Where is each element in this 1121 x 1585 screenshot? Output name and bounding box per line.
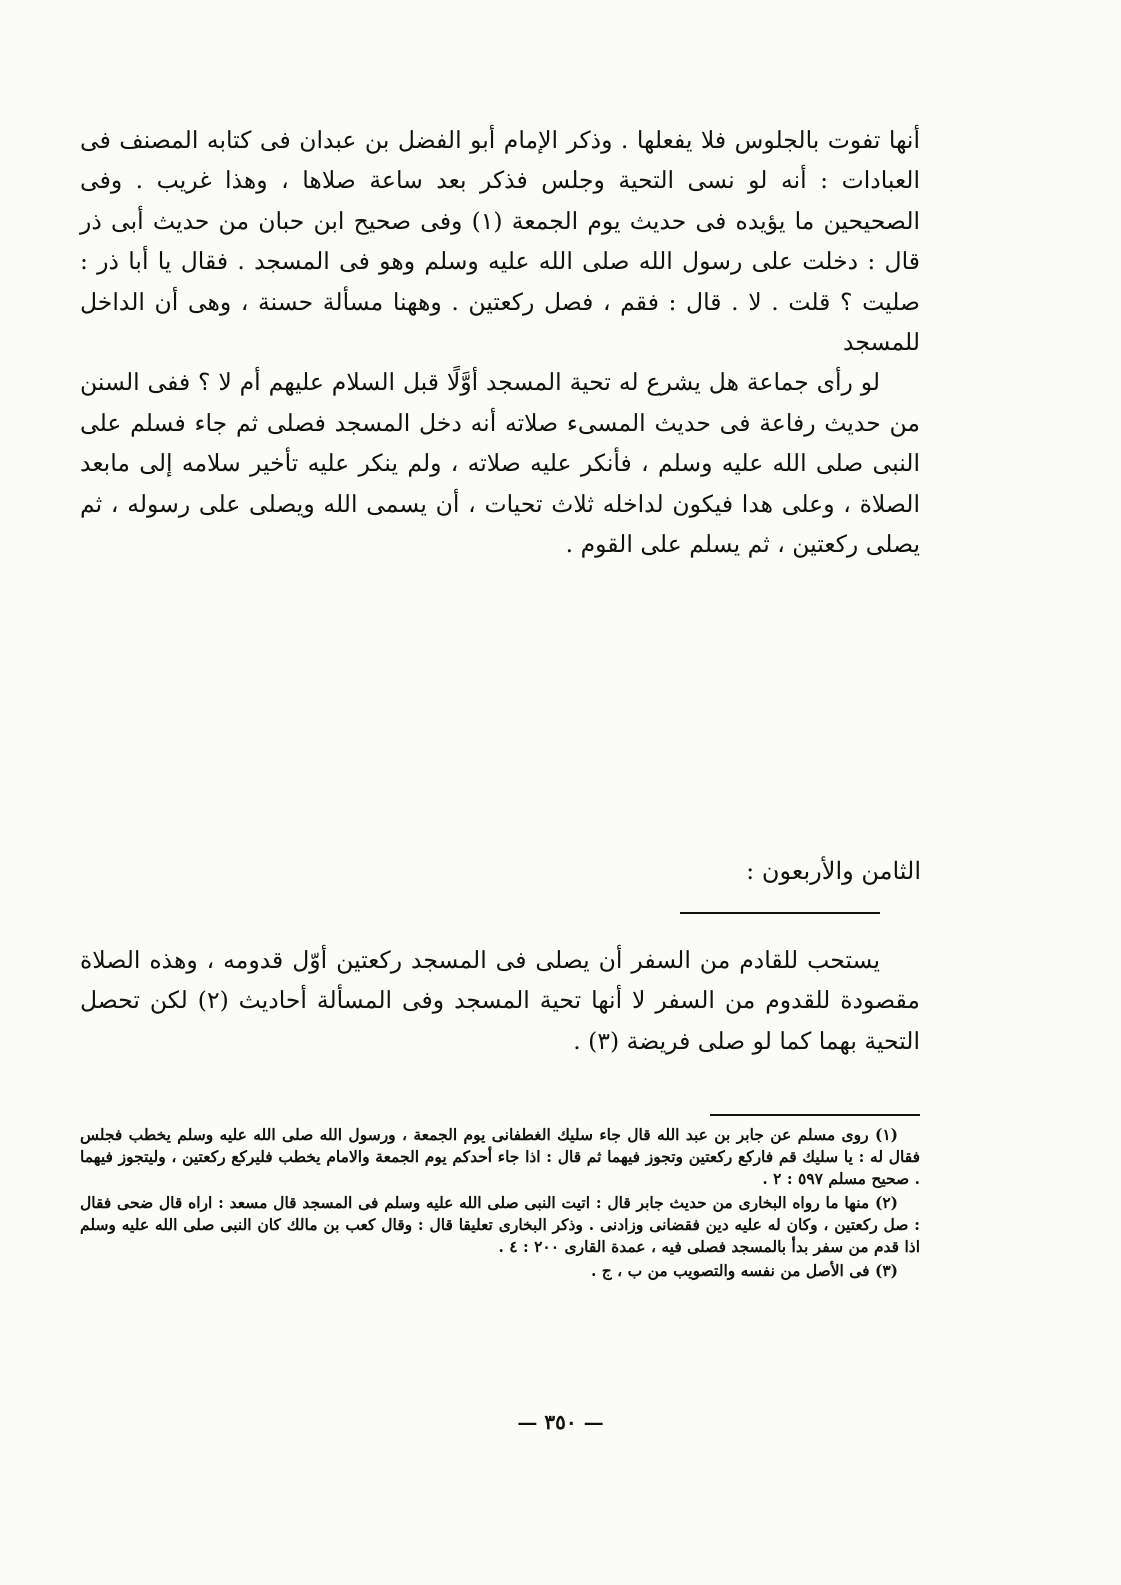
section-text-block (80, 940, 920, 1061)
heading-underline (680, 912, 880, 914)
page-number: — ٣٥٠ — (517, 1410, 604, 1434)
paragraph: أنها تفوت بالجلوس فلا يفعلها . وذكر الإمام أبو الفضل بن عبدان فى كتابه المصنف فى العبادات : أنه لو نسى التحية وجلس فذكر بعد ساعة صلاها ، وهذا غريب . وفى الصحيحين ما يؤيده فى حديث يوم الجمعة (١) وفى صحيح ابن حبان من حديث أبى ذر قال : دخلت على رسول الله صلى الله عليه وسلم وهو فى المسجد . فقال يا أبا ذر : صليت ؟ قلت . لا . قال : فقم ، فصل ركعتين . وههنا مسألة حسنة ، وهى أن الداخل للمسجد (80, 126, 921, 357)
main-text-block (80, 120, 920, 564)
footnote: (١) روى مسلم عن جابر بن عبد الله قال جاء سليك الغطفانى يوم الجمعة ، ورسول الله صلى الله عليه وسلم يخطب فجلس فقال له : يا سليك قم فاركع ركعتين وتجوز فيهما ثم قال : اذا جاء أحدكم يوم الجمعة والامام يخطب فليركع ركعتين ، وليتجوز فيهما . صحيح مسلم ٥٩٧ : ٢ . (80, 1125, 920, 1188)
footnote-separator (710, 1114, 920, 1116)
footnote: (٣) فى الأصل من نفسه والتصويب من ب ، ج . (590, 1261, 898, 1280)
paragraph: يستحب للقادم من السفر أن يصلى فى المسجد ركعتين أوّل قدومه ، وهذه الصلاة مقصودة للقدوم من السفر لا أنها تحية المسجد وفى المسألة أحاديث (٢) لكن تحصل التحية بهما كما لو صلى فريضة (٣) . (80, 946, 920, 1055)
section-heading: الثامن والأربعون : (746, 857, 921, 885)
paragraph: لو رأى جماعة هل يشرع له تحية المسجد أوَّلًا قبل السلام عليهم أم لا ؟ ففى السنن من حديث رفاعة فى حديث المسىء صلاته أنه دخل المسجد فصلى ثم جاء فسلم على النبى صلى الله عليه وسلم ، فأنكر عليه صلاته ، ولم ينكر عليه تأخير سلامه إلى مابعد الصلاة ، وعلى هدا فيكون لداخله ثلاث تحيات ، أن يسمى الله ويصلى على رسوله ، ثم يصلى ركعتين ، ثم يسلم على القوم . (80, 368, 920, 559)
footnotes (80, 1124, 920, 1284)
footnote: (٢) منها ما رواه البخارى من حديث جابر قال : اتيت النبى صلى الله عليه وسلم فى المسجد قال مسعد : اراه قال ضحى فقال : صل ركعتين ، وكان له عليه دين فقضانى وزادنى . وذكر البخارى تعليقا قال : وقال كعب بن مالك كان النبى صلى الله عليه وسلم اذا قدم من سفر بدأ بالمسجد فصلى فيه ، عمدة القارى ٢٠٠ : ٤ . (80, 1193, 920, 1256)
